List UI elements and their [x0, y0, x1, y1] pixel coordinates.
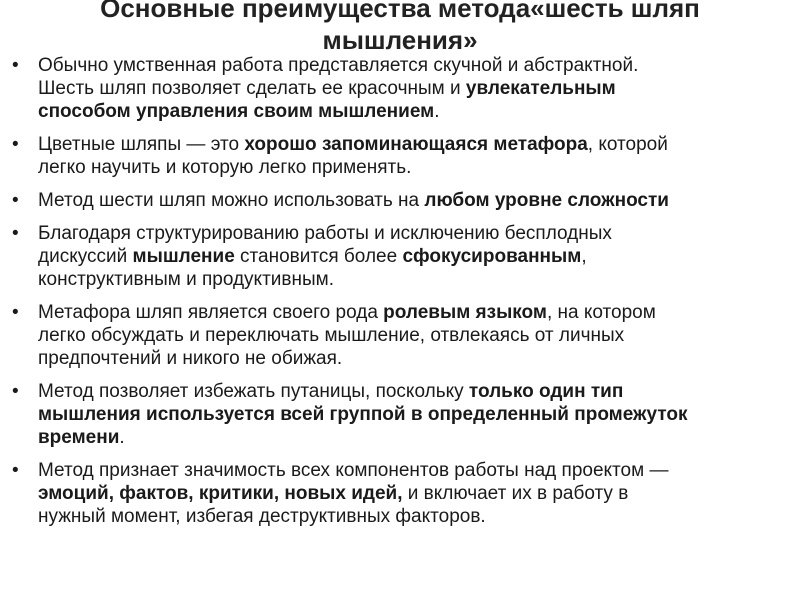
bullet-line	[38, 100, 794, 123]
bullet-item	[8, 459, 794, 528]
bullet-line	[38, 268, 794, 291]
bullet-text-bold: эмоций, фактов, критики, новых идей,	[38, 483, 403, 504]
bullet-text: , которой	[587, 134, 668, 155]
bullet-line	[38, 189, 794, 212]
bullet-text: Метод шести шляп можно использовать на	[38, 190, 425, 211]
bullet-line	[38, 301, 794, 324]
bullet-line	[38, 245, 794, 268]
slide-title-line-2: мышления»	[322, 25, 478, 55]
bullet-text: предпочтений и никого не обижая.	[38, 348, 343, 369]
bullet-line	[38, 459, 794, 482]
bullet-text: легко обсуждать и переключать мышление, отвлекаясь от личных	[38, 325, 625, 346]
bullet-text: Метод позволяет избежать путаницы, поскольку	[38, 381, 469, 402]
bullet-item	[8, 133, 794, 179]
bullet-marker-icon: •	[12, 223, 19, 244]
bullet-line	[38, 324, 794, 347]
bullet-marker-icon: •	[12, 302, 19, 323]
bullet-text-bold: способом управления своим мышлением	[38, 101, 435, 122]
bullet-text: дискуссий	[38, 246, 133, 267]
bullet-line	[38, 347, 794, 370]
bullet-text: Метод признает значимость всех компонентов работы над проектом —	[38, 460, 669, 481]
bullet-marker-icon: •	[12, 190, 19, 211]
bullet-text-bold: времени	[38, 427, 120, 448]
bullet-line	[38, 54, 794, 77]
bullet-text: .	[434, 101, 440, 122]
bullet-list	[8, 54, 794, 538]
bullet-line	[38, 77, 794, 100]
bullet-text: легко научить и которую легко применять.	[38, 157, 412, 178]
bullet-item	[8, 380, 794, 449]
bullet-text: становится более	[234, 246, 403, 267]
bullet-line	[38, 505, 794, 528]
bullet-text-bold: мышление	[132, 246, 235, 267]
bullet-text-bold: ролевым языком	[383, 302, 547, 323]
bullet-line	[38, 380, 794, 403]
bullet-line	[38, 426, 794, 449]
bullet-marker-icon: •	[12, 134, 19, 155]
slide-title	[0, 0, 800, 56]
bullet-text-bold: любом уровне сложности	[424, 190, 669, 211]
bullet-line	[38, 222, 794, 245]
bullet-text: Метафора шляп является своего рода	[38, 302, 384, 323]
bullet-item	[8, 222, 794, 291]
bullet-text: нужный момент, избегая деструктивных факторов.	[38, 506, 486, 527]
bullet-line	[38, 156, 794, 179]
bullet-text: Благодаря структурированию работы и исключению бесплодных	[38, 223, 612, 244]
slide-title-line-1: Основные преимущества метода«шесть шляп	[100, 0, 700, 23]
bullet-text-bold: только один тип	[468, 381, 624, 402]
bullet-text-bold: мышления используется всей группой в определенный промежуток	[38, 404, 688, 425]
bullet-text: Обычно умственная работа представляется скучной и абстрактной.	[38, 55, 639, 76]
bullet-text: Цветные шляпы — это	[38, 134, 245, 155]
bullet-line	[38, 133, 794, 156]
bullet-text-bold: увлекательным	[465, 78, 616, 99]
bullet-text-bold: хорошо запоминающаяся метафора	[244, 134, 588, 155]
bullet-text-bold: сфокусированным	[402, 246, 582, 267]
bullet-line	[38, 403, 794, 426]
bullet-text: и включает их в работу в	[402, 483, 629, 504]
bullet-marker-icon: •	[12, 55, 19, 76]
bullet-item	[8, 189, 794, 212]
bullet-marker-icon: •	[12, 460, 19, 481]
bullet-text: Шесть шляп позволяет сделать ее красочным и	[38, 78, 466, 99]
bullet-line	[38, 482, 794, 505]
bullet-marker-icon: •	[12, 381, 19, 402]
bullet-text: .	[119, 427, 125, 448]
bullet-text: , на котором	[546, 302, 656, 323]
bullet-text: конструктивным и продуктивным.	[38, 269, 334, 290]
bullet-text: ,	[581, 246, 587, 267]
bullet-item	[8, 301, 794, 370]
bullet-item	[8, 54, 794, 123]
